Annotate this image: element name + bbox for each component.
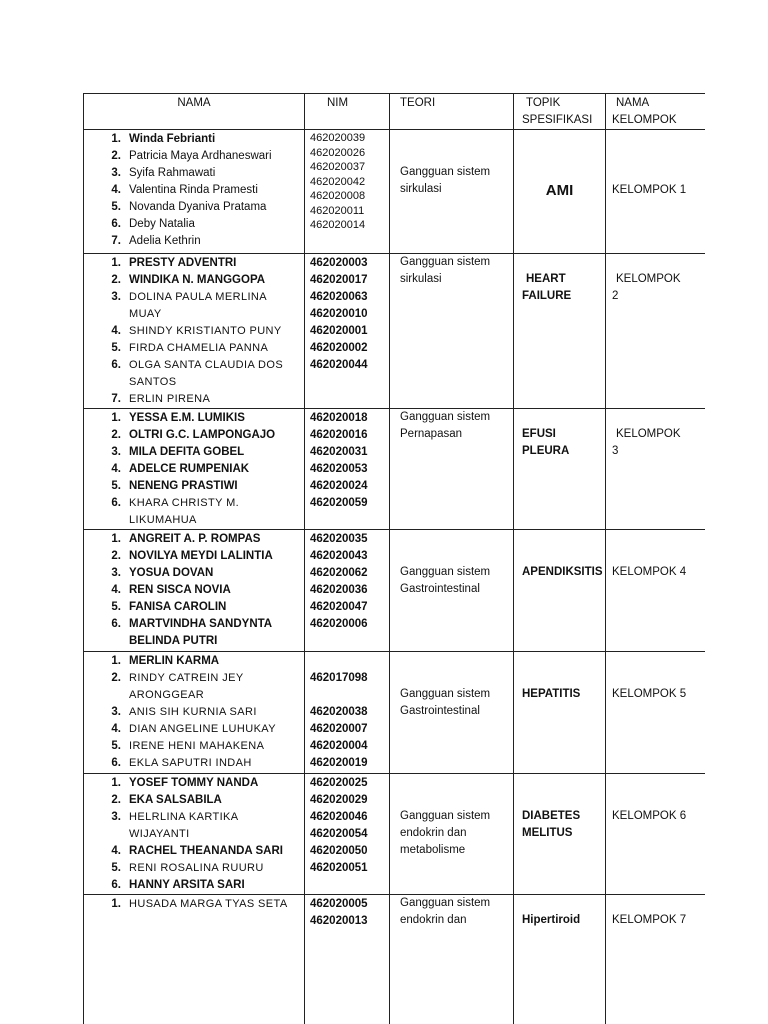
topik-cell: DIABETES MELITUS: [514, 774, 606, 895]
nim-value: 462020025: [310, 777, 368, 789]
nim-value: 462020005: [310, 898, 368, 910]
header-teori: TEORI: [390, 94, 514, 130]
member-item: 4. Valentina Rinda Pramesti: [111, 184, 258, 196]
nim-cell: [305, 530, 390, 652]
nim-value: 462020039: [310, 132, 366, 144]
kelompok-cell: KELOMPOK 1: [606, 130, 706, 254]
members-cell: [84, 895, 305, 1024]
teori-cell: Gangguan sistem sirkulasi: [390, 130, 514, 254]
member-item: 1. YESSA E.M. LUMIKIS: [111, 412, 245, 424]
members-cell: [84, 774, 305, 895]
nim-cell: [305, 895, 390, 1024]
member-item: 5. Novanda Dyaniva Pratama: [111, 201, 267, 213]
kelompok-cell: KELOMPOK 7: [606, 895, 706, 1024]
kelompok-cell: KELOMPOK 3: [606, 409, 706, 530]
member-item: 6. OLGA SANTA CLAUDIA DOS SANTOS: [111, 359, 284, 388]
nim-value: 462020062: [310, 567, 368, 579]
nim-value: 462020003: [310, 257, 368, 269]
nim-value: 462020001: [310, 325, 368, 337]
nim-value: 462020010: [310, 308, 368, 320]
member-item: 3. YOSUA DOVAN: [111, 567, 214, 579]
nim-value: 462020017: [310, 274, 368, 286]
members-cell: [84, 530, 305, 652]
header-row: [84, 94, 706, 130]
topik-cell: Hipertiroid: [514, 895, 606, 1024]
nim-value: 462020004: [310, 740, 368, 752]
nim-value: 462020026: [310, 146, 366, 159]
group-row-5: [84, 652, 706, 774]
nim-value: 462020006: [310, 618, 368, 630]
nim-value: 462020011: [310, 204, 365, 217]
topik-cell: AMI: [514, 130, 606, 254]
nim-value: 462020024: [310, 480, 368, 492]
group-row-2: [84, 254, 706, 409]
nim-value: 462020042: [310, 175, 366, 188]
member-item: 2. RINDY CATREIN JEY ARONGGEAR: [111, 672, 244, 701]
header-nama: NAMA: [84, 94, 305, 130]
nim-value: 462020014: [310, 219, 366, 231]
nim-value: 462020002: [310, 342, 368, 354]
nim-value: 462020038: [310, 706, 368, 718]
member-item: 1. MERLIN KARMA: [111, 655, 220, 667]
nim-value: 462020053: [310, 463, 368, 475]
member-item: 2. OLTRI G.C. LAMPONGAJO: [111, 429, 276, 441]
members-cell: [84, 409, 305, 530]
nim-value: 462020050: [310, 845, 368, 857]
member-item: 7. ERLIN PIRENA: [111, 393, 211, 405]
member-item: 5. IRENE HENI MAHAKENA: [111, 740, 265, 752]
nim-value: 462020008: [310, 190, 366, 202]
member-item: 5. FANISA CAROLIN: [111, 601, 227, 613]
member-item: 6. Deby Natalia: [111, 218, 195, 230]
nim-value: 462020018: [310, 412, 368, 424]
header-nim: NIM: [305, 94, 390, 130]
member-item: 5. RENI ROSALINA RUURU: [111, 862, 264, 874]
member-item: 1. YOSEF TOMMY NANDA: [111, 777, 259, 789]
member-item: 3. DOLINA PAULA MERLINA MUAY: [111, 291, 267, 320]
nim-value: 462020046: [310, 811, 368, 823]
topik-cell: HEPATITIS: [514, 652, 606, 774]
kelompok-cell: KELOMPOK 5: [606, 652, 706, 774]
nim-value: 462020043: [310, 550, 368, 562]
nim-value: 462020054: [310, 828, 368, 840]
nim-value: 462020051: [310, 862, 368, 874]
member-item: 4. SHINDY KRISTIANTO PUNY: [111, 325, 282, 337]
kelompok-cell: KELOMPOK 2: [606, 254, 706, 409]
nim-value: 462017098: [310, 672, 368, 684]
nim-value: 462020019: [310, 757, 368, 769]
header-kelompok: NAMA KELOMPOK: [606, 94, 706, 130]
teori-cell: Gangguan sistem Gastrointestinal: [390, 530, 514, 652]
group-row-1: [84, 130, 706, 254]
nim-value: 462020059: [310, 497, 368, 509]
nim-value: 462020013: [310, 915, 368, 927]
teori-cell: Gangguan sistem endokrin dan: [390, 895, 514, 1024]
members-cell: [84, 652, 305, 774]
nim-cell: [305, 652, 390, 774]
nim-cell: [305, 130, 390, 254]
member-item: 3. HELRLINA KARTIKA WIJAYANTI: [111, 811, 238, 840]
member-item: 3. ANIS SIH KURNIA SARI: [111, 706, 257, 718]
teori-cell: Gangguan sistem sirkulasi: [390, 254, 514, 409]
members-cell: [84, 130, 305, 254]
kelompok-cell: KELOMPOK 6: [606, 774, 706, 895]
teori-cell: Gangguan sistem Pernapasan: [390, 409, 514, 530]
nim-cell: [305, 774, 390, 895]
document-sheet: [83, 93, 705, 1024]
member-item: 2. WINDIKA N. MANGGOPA: [111, 274, 266, 286]
member-item: 3. Syifa Rahmawati: [111, 167, 216, 179]
topik-cell: EFUSI PLEURA: [514, 409, 606, 530]
member-item: 4. REN SISCA NOVIA: [111, 584, 231, 596]
member-item: 6. KHARA CHRISTY M. LIKUMAHUA: [111, 497, 240, 526]
nim-value: 462020029: [310, 794, 368, 806]
nim-value: 462020047: [310, 601, 368, 613]
member-item: 7. Adelia Kethrin: [111, 235, 201, 247]
nim-value: 462020007: [310, 723, 368, 735]
nim-value: 462020036: [310, 584, 368, 596]
member-item: 2. Patricia Maya Ardhaneswari: [111, 150, 272, 162]
group-row-7: [84, 895, 706, 1024]
nim-value: 462020037: [310, 161, 366, 173]
group-row-6: [84, 774, 706, 895]
nim-cell: [305, 409, 390, 530]
member-item: 5. NENENG PRASTIWI: [111, 480, 238, 492]
topik-cell: APENDIKSITIS: [514, 530, 606, 652]
member-item: 1. ANGREIT A. P. ROMPAS: [111, 533, 261, 545]
member-item: 6. EKLA SAPUTRI INDAH: [111, 757, 252, 769]
nim-value: 462020063: [310, 291, 368, 303]
group-row-4: [84, 530, 706, 652]
teori-cell: Gangguan sistem endokrin dan metabolisme: [390, 774, 514, 895]
member-item: 1. HUSADA MARGA TYAS SETA: [111, 898, 288, 910]
member-item: 4. RACHEL THEANANDA SARI: [111, 845, 283, 857]
nim-cell: [305, 254, 390, 409]
member-item: 3. MILA DEFITA GOBEL: [111, 446, 245, 458]
members-cell: [84, 254, 305, 409]
nim-value: 462020016: [310, 429, 368, 441]
kelompok-cell: KELOMPOK 4: [606, 530, 706, 652]
member-item: 6. HANNY ARSITA SARI: [111, 879, 245, 891]
member-item: 2. EKA SALSABILA: [111, 794, 222, 806]
teori-cell: Gangguan sistem Gastrointestinal: [390, 652, 514, 774]
group-row-3: [84, 409, 706, 530]
member-item: 1. Winda Febrianti: [111, 133, 216, 145]
member-item: 1. PRESTY ADVENTRI: [111, 257, 237, 269]
member-item: 6. MARTVINDHA SANDYNTA BELINDA PUTRI: [111, 618, 272, 647]
nim-value: 462020035: [310, 533, 368, 545]
member-item: 4. ADELCE RUMPENIAK: [111, 463, 250, 475]
nim-value: 462020031: [310, 446, 368, 458]
member-item: 2. NOVILYA MEYDI LALINTIA: [111, 550, 273, 562]
member-item: 4. DIAN ANGELINE LUHUKAY: [111, 723, 276, 735]
member-item: 5. FIRDA CHAMELIA PANNA: [111, 342, 269, 354]
nim-value: 462020044: [310, 359, 368, 371]
header-topik: TOPIK SPESIFIKASI: [514, 94, 606, 130]
group-table: [83, 93, 705, 1024]
topik-cell: HEART FAILURE: [514, 254, 606, 409]
